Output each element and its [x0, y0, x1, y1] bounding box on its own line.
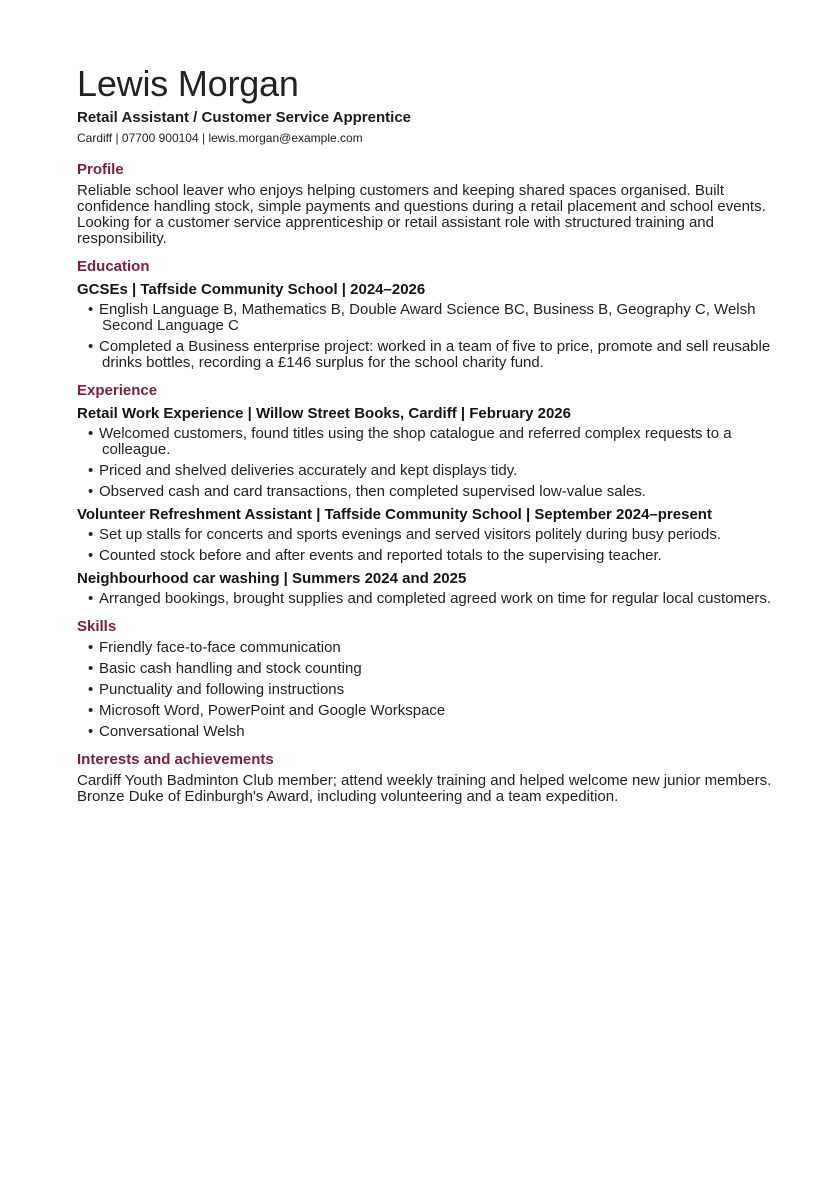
- skills-list: [77, 640, 780, 740]
- experience-title: Experience: [77, 382, 158, 399]
- candidate-headline: Retail Assistant / Customer Service Apprentice: [77, 109, 411, 126]
- list-item-text: Basic cash handling and stock counting: [99, 660, 362, 677]
- list-item-text: English Language B, Mathematics B, Double Award Science BC, Business B, Geography C, Welsh Second Language C: [99, 301, 756, 334]
- list-item: [77, 661, 780, 677]
- list-item: [77, 703, 780, 719]
- list-item-text: Friendly face-to-face communication: [99, 639, 341, 656]
- list-item-text: Counted stock before and after events and reported totals to the supervising teacher.: [99, 547, 662, 564]
- list-item: [77, 640, 780, 656]
- list-item-text: Set up stalls for concerts and sports evenings and served visitors politely during busy periods.: [99, 526, 721, 543]
- profile-text: Reliable school leaver who enjoys helping customers and keeping shared spaces organised. Built confidence handling stock, simple payments and questions during a retail placement and school events. Looking for a customer service apprenticeship or retail assistant role with structured training and responsibility.: [77, 182, 766, 247]
- education-title: Education: [77, 258, 150, 275]
- list-item-text: Welcomed customers, found titles using the shop catalogue and referred complex requests to a colleague.: [99, 425, 732, 458]
- list-item-text: Arranged bookings, brought supplies and completed agreed work on time for regular local customers.: [99, 590, 772, 607]
- list-item: [77, 426, 780, 458]
- list-item: [77, 302, 780, 334]
- bullet-icon: •: [88, 526, 94, 543]
- list-item-text: Conversational Welsh: [99, 723, 245, 740]
- profile-title: Profile: [77, 161, 124, 178]
- bullet-icon: •: [88, 723, 94, 740]
- experience-entry-heading: Volunteer Refreshment Assistant | Taffside Community School | September 2024–present: [77, 506, 712, 523]
- skills-section: [77, 617, 780, 740]
- bullet-icon: •: [88, 702, 94, 719]
- interests-section: [77, 750, 780, 805]
- experience-entry-heading: Retail Work Experience | Willow Street Books, Cardiff | February 2026: [77, 405, 571, 422]
- bullet-icon: •: [88, 301, 94, 318]
- bullet-icon: •: [88, 681, 94, 698]
- list-item: [77, 591, 780, 607]
- experience-bullet-list: [77, 591, 780, 607]
- experience-entry-heading: Neighbourhood car washing | Summers 2024 and 2025: [77, 570, 467, 587]
- bullet-icon: •: [88, 338, 94, 355]
- interests-title: Interests and achievements: [77, 751, 274, 768]
- bullet-icon: •: [88, 547, 94, 564]
- bullet-icon: •: [88, 483, 94, 500]
- education-entry-heading: GCSEs | Taffside Community School | 2024–2026: [77, 281, 426, 298]
- bullet-icon: •: [88, 462, 94, 479]
- contact-line: Cardiff | 07700 900104 | lewis.morgan@example.com: [77, 131, 363, 145]
- list-item: [77, 484, 780, 500]
- list-item-text: Punctuality and following instructions: [99, 681, 345, 698]
- list-item-text: Microsoft Word, PowerPoint and Google Workspace: [99, 702, 446, 719]
- list-item-text: Priced and shelved deliveries accurately and kept displays tidy.: [99, 462, 518, 479]
- list-item-text: Observed cash and card transactions, then completed supervised low-value sales.: [99, 483, 646, 500]
- list-item: [77, 724, 780, 740]
- bullet-icon: •: [88, 425, 94, 442]
- bullet-icon: •: [88, 639, 94, 656]
- education-section: [77, 257, 780, 371]
- list-item-text: Completed a Business enterprise project: worked in a team of five to price, promote and sell reusable drinks bottles, recording a £146 surplus for the school charity fund.: [99, 338, 771, 371]
- list-item: [77, 339, 780, 371]
- profile-section: [77, 160, 780, 247]
- list-item: [77, 527, 780, 543]
- interests-text: Cardiff Youth Badminton Club member; attend weekly training and helped welcome new junior members. Bronze Duke of Edinburgh's Award, including volunteering and a team expedition.: [77, 772, 772, 805]
- list-item: [77, 548, 780, 564]
- candidate-name: Lewis Morgan: [77, 63, 299, 104]
- bullet-icon: •: [88, 660, 94, 677]
- experience-section: [77, 381, 780, 607]
- list-item: [77, 463, 780, 479]
- skills-title: Skills: [77, 618, 117, 635]
- list-item: [77, 682, 780, 698]
- bullet-icon: •: [88, 590, 94, 607]
- education-bullet-list: [77, 302, 780, 371]
- experience-bullet-list: [77, 426, 780, 500]
- experience-bullet-list: [77, 527, 780, 564]
